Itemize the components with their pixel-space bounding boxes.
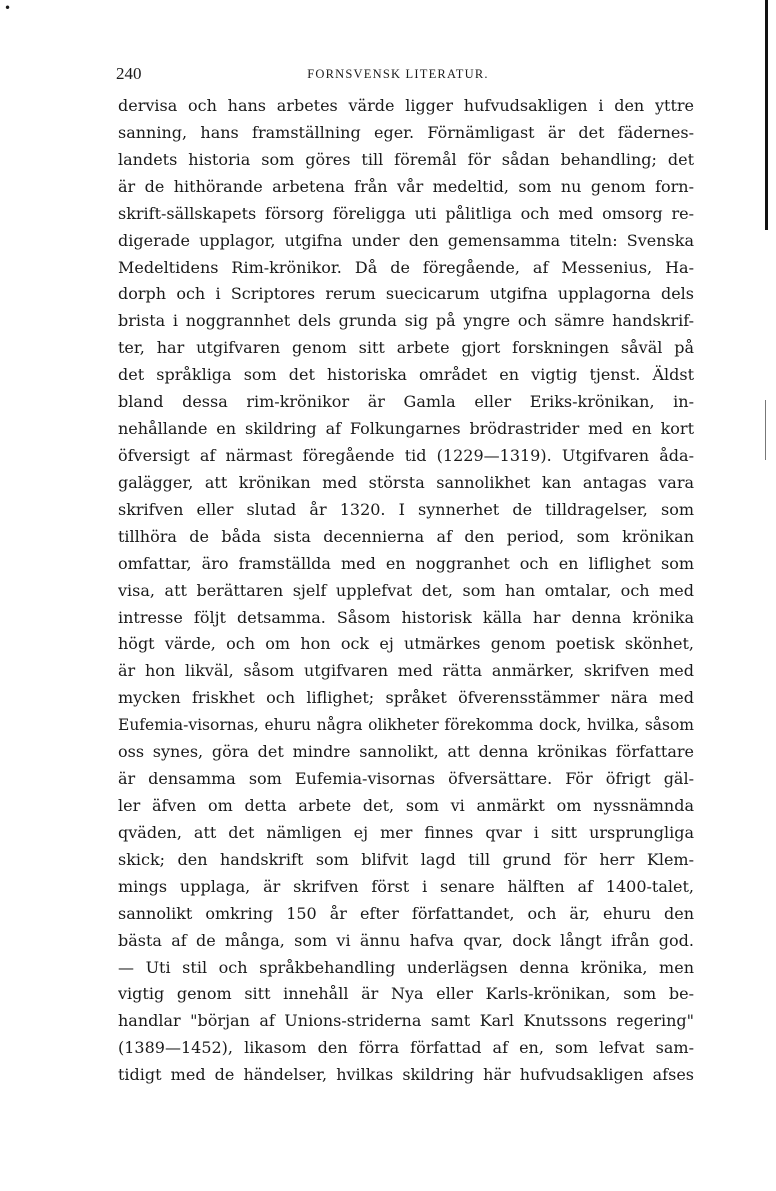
text-line: digerade upplagor, utgifna under den gemensamma titeln: Svenska	[118, 230, 694, 250]
text-line: mings upplaga, är skrifven först i senare hälften af 1400-talet,	[118, 876, 694, 896]
text-line: sanning, hans framställning eger. Förnämligast är det fädernes-	[118, 122, 694, 142]
running-title: FORNSVENSK LITERATUR.	[307, 67, 489, 81]
text-line: ler äfven om detta arbete det, som vi anmärkt om nyssnämnda	[118, 795, 694, 815]
page-edge-line	[765, 0, 768, 230]
text-line: dervisa och hans arbetes värde ligger hufvudsakligen i den yttre	[118, 96, 694, 115]
text-line: tillhöra de båda sista decennierna af den period, som krönikan	[118, 526, 694, 546]
text-line: ter, har utgifvaren genom sitt arbete gjort forskningen såväl på	[118, 338, 694, 358]
text-line: nehållande en skildring af Folkungarnes brödrastrider med en kort	[118, 419, 694, 439]
text-line: skick; den handskrift som blifvit lagd till grund för herr Klem-	[118, 849, 694, 869]
text-line: det språkliga som det historiska området en vigtig tjenst. Äldst	[118, 365, 694, 385]
text-line: är hon likväl, såsom utgifvaren med rätta anmärker, skrifven med	[118, 661, 694, 681]
text-line: oss synes, göra det mindre sannolikt, att denna krönikas författare	[118, 742, 694, 762]
page-number: 240	[116, 64, 142, 83]
text-line: galägger, att krönikan med största sannolikhet kan antagas vara	[118, 472, 694, 492]
page-edge-mark	[765, 400, 766, 460]
margin-mark: •	[4, 1, 12, 15]
text-line: är de hithörande arbetena från vår medeltid, som nu genom forn-	[118, 176, 694, 196]
text-line: bästa af de många, som vi ännu hafva qvar, dock långt ifrån god.	[118, 930, 694, 950]
text-line: omfattar, äro framställda med en noggranhet och en liflighet som	[118, 553, 694, 573]
text-line: landets historia som göres till föremål för sådan behandling; det	[118, 149, 694, 169]
text-line: tidigt med de händelser, hvilkas skildring här hufvudsakligen afses	[118, 1065, 694, 1085]
text-line: skrifven eller slutad år 1320. I synnerhet de tilldragelser, som	[118, 499, 694, 519]
text-line: sannolikt omkring 150 år efter författandet, och är, ehuru den	[118, 903, 694, 923]
text-line: Eufemia-visornas, ehuru några olikheter förekomma dock, hvilka, såsom	[118, 716, 694, 735]
text-line: är densamma som Eufemia-visornas öfversättare. För öfrigt gäl-	[118, 769, 694, 789]
text-line: mycken friskhet och liflighet; språket öfverensstämmer nära med	[118, 688, 694, 708]
body-text	[118, 93, 694, 1089]
text-line: (1389—1452), likasom den förra författad af en, som lefvat sam-	[118, 1038, 694, 1058]
text-line: — Uti stil och språkbehandling underlägsen denna krönika, men	[118, 957, 694, 977]
text-line: Medeltidens Rim-krönikor. Då de föregående, af Messenius, Ha-	[118, 257, 694, 277]
text-line: vigtig genom sitt innehåll är Nya eller Karls-krönikan, som be-	[118, 984, 694, 1004]
text-line: bland dessa rim-krönikor är Gamla eller Eriks-krönikan, in-	[118, 392, 694, 412]
text-line: intresse följt detsamma. Såsom historisk källa har denna krönika	[118, 607, 694, 627]
text-line: visa, att berättaren sjelf upplefvat det, som han omtalar, och med	[118, 580, 694, 600]
text-line: öfversigt af närmast föregående tid (1229—1319). Utgifvaren åda-	[118, 445, 694, 465]
page-header	[108, 64, 688, 84]
text-line: brista i noggrannhet dels grunda sig på yngre och sämre handskrif-	[118, 311, 694, 331]
text-line: högt värde, och om hon ock ej utmärkes genom poetisk skönhet,	[118, 634, 694, 654]
text-line: skrift-sällskapets försorg föreligga uti pålitliga och med omsorg re-	[118, 203, 694, 223]
text-line: handlar "början af Unions-striderna samt Karl Knutssons regering"	[118, 1011, 694, 1031]
text-line: dorph och i Scriptores rerum suecicarum utgifna upplagorna dels	[118, 284, 694, 304]
text-line: qväden, att det nämligen ej mer finnes qvar i sitt ursprungliga	[118, 822, 694, 842]
